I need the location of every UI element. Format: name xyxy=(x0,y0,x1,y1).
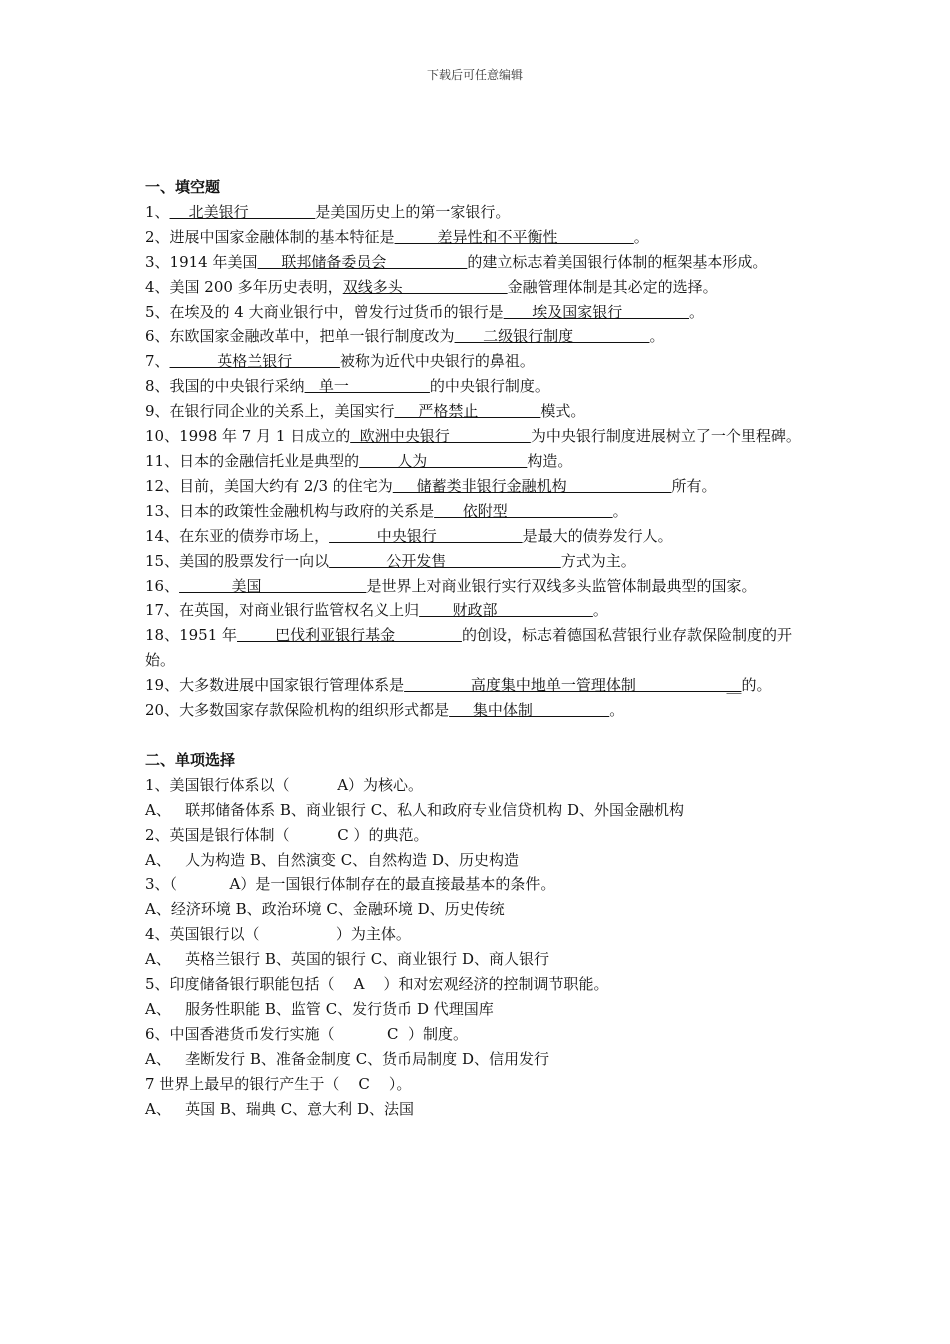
question-prefix: 16、 xyxy=(145,576,180,595)
answer-blank: 欧洲中央银行 xyxy=(350,427,531,446)
question-suffix: 。 xyxy=(609,701,625,720)
answer-blank: 北美银行 xyxy=(169,202,316,221)
choice-options: A、 服务性职能 B、监管 C、发行货币 D 代理国库 xyxy=(145,1000,494,1018)
question-suffix: 。 xyxy=(612,501,628,520)
choice-question: 7 世界上最早的银行产生于（ C ）。 xyxy=(145,1074,412,1093)
fill-in-question xyxy=(145,698,815,723)
question-suffix: 为中央银行制度进展树立了一个里程碑。 xyxy=(530,427,801,446)
question-prefix: 9、在银行同企业的关系上，美国实行 xyxy=(145,402,395,421)
answer-blank: 单一 xyxy=(304,377,430,396)
question-prefix: 10、1998 年 7 月 1 日成立的 xyxy=(145,427,351,446)
fill-in-question xyxy=(145,374,815,399)
question-prefix: 19、大多数进展中国家银行管理体系是 xyxy=(145,676,405,695)
question-prefix: 4、美国 200 多年历史表明， xyxy=(145,277,343,296)
question-suffix: 。 xyxy=(633,227,649,246)
choice-question: 2、英国是银行体制（ C ）的典范。 xyxy=(145,825,429,844)
fill-in-question xyxy=(145,474,815,499)
question-suffix: 方式为主。 xyxy=(560,551,636,570)
document-body xyxy=(145,175,815,1122)
single-choice-list xyxy=(145,773,815,1122)
question-prefix: 6、东欧国家金融改革中，把单一银行制度改为 xyxy=(145,327,455,346)
question-suffix: 的。 xyxy=(741,676,772,695)
question-suffix: 是世界上对商业银行实行双线多头监管体制最典型的国家。 xyxy=(366,576,757,595)
question-suffix: 构造。 xyxy=(527,451,573,470)
question-suffix: 是最大的债券发行人。 xyxy=(522,526,673,545)
question-prefix: 8、我国的中央银行采纳 xyxy=(145,377,305,396)
fill-in-question xyxy=(145,524,815,549)
section-heading-fill-in: 一、填空题 xyxy=(145,178,221,196)
answer-blank: 公开发售 xyxy=(329,551,561,570)
question-suffix: 。 xyxy=(689,302,705,321)
choice-question: 6、中国香港货币发行实施（ C ）制度。 xyxy=(145,1024,469,1043)
question-prefix: 11、日本的金融信托业是典型的 xyxy=(145,451,360,470)
fill-in-question xyxy=(145,225,815,250)
question-suffix: 的建立标志着美国银行体制的框架基本形成。 xyxy=(467,252,768,271)
question-prefix: 1、 xyxy=(145,202,170,221)
fill-in-question xyxy=(145,623,815,673)
question-prefix: 15、美国的股票发行一向以 xyxy=(145,551,330,570)
fill-in-question-list xyxy=(145,200,815,723)
question-suffix: 。 xyxy=(592,601,608,620)
answer-blank: 中央银行 xyxy=(329,526,523,545)
fill-in-question xyxy=(145,549,815,574)
question-prefix: 2、进展中国家金融体制的基本特征是 xyxy=(145,227,395,246)
answer-blank: 财政部 xyxy=(419,601,593,620)
question-suffix: 的创设，标志着德国私营银行业存款保险制度的开始。 xyxy=(145,626,792,670)
fill-in-question xyxy=(145,200,815,225)
question-prefix: 20、大多数国家存款保险机构的组织形式都是 xyxy=(145,701,450,720)
fill-in-question xyxy=(145,275,815,300)
choice-options: A、 垄断发行 B、准备金制度 C、货币局制度 D、信用发行 xyxy=(145,1049,549,1068)
section-spacer xyxy=(145,723,815,748)
fill-in-question xyxy=(145,399,815,424)
question-prefix: 3、1914 年美国 xyxy=(145,252,258,271)
choice-options: A、 英格兰银行 B、英国的银行 C、商业银行 D、商人银行 xyxy=(145,950,549,969)
question-prefix: 13、日本的政策性金融机构与政府的关系是 xyxy=(145,501,435,520)
question-prefix: 17、在英国，对商业银行监管权名义上归 xyxy=(145,601,420,620)
choice-options: A、 人为构造 B、自然演变 C、自然构造 D、历史构造 xyxy=(145,850,519,869)
choice-options: A、经济环境 B、政治环境 C、金融环境 D、历史传统 xyxy=(145,900,505,919)
fill-in-question xyxy=(145,499,815,524)
fill-in-question xyxy=(145,598,815,623)
question-suffix: 是美国历史上的第一家银行。 xyxy=(315,202,511,221)
answer-blank: 人为 xyxy=(359,451,528,470)
question-suffix: 的中央银行制度。 xyxy=(429,377,550,396)
question-suffix: 。 xyxy=(649,327,665,346)
fill-in-question xyxy=(145,250,815,275)
fill-in-question xyxy=(145,449,815,474)
answer-blank: 二级银行制度 xyxy=(454,327,650,346)
answer-blank: 美国 xyxy=(179,576,367,595)
fill-in-question xyxy=(145,349,815,374)
question-suffix: 被称为近代中央银行的鼻祖。 xyxy=(339,352,535,371)
answer-blank: 英格兰银行 xyxy=(169,352,340,371)
section-heading-single-choice: 二、单项选择 xyxy=(145,750,236,769)
question-prefix: 12、目前，美国大约有 2/3 的住宅为 xyxy=(145,476,393,495)
fill-in-question xyxy=(145,300,815,325)
question-suffix: 金融管理体制是其必定的选择。 xyxy=(507,277,718,296)
answer-blank: 集中体制 xyxy=(449,701,610,720)
answer-blank: 联邦储备委员会 xyxy=(257,252,468,271)
answer-blank: 差异性和不平衡性 xyxy=(394,227,634,246)
answer-blank: 储蓄类非银行金融机构 xyxy=(392,476,672,495)
choice-question: 3、（ A）是一国银行体制存在的最直接最基本的条件。 xyxy=(145,875,556,894)
choice-question: 1、美国银行体系以（ A）为核心。 xyxy=(145,775,424,794)
question-suffix: 所有。 xyxy=(671,476,717,495)
question-prefix: 5、在埃及的 4 大商业银行中，曾发行过货币的银行是 xyxy=(145,302,504,321)
question-prefix: 14、在东亚的债券市场上， xyxy=(145,526,330,545)
choice-options: A、 联邦储备体系 B、商业银行 C、私人和政府专业信贷机构 D、外国金融机构 xyxy=(145,800,684,819)
choice-question: 5、印度储备银行职能包括（ A ）和对宏观经济的控制调节职能。 xyxy=(145,975,609,994)
choice-question: 4、英国银行以（ ）为主体。 xyxy=(145,925,411,944)
question-prefix: 7、 xyxy=(145,352,170,371)
fill-in-question xyxy=(145,673,815,698)
fill-in-question xyxy=(145,424,815,449)
answer-blank: 依附型 xyxy=(434,501,613,520)
answer-blank: 严格禁止 xyxy=(394,402,541,421)
answer-blank: 埃及国家银行 xyxy=(503,302,690,321)
question-prefix: 18、1951 年 xyxy=(145,626,238,645)
fill-in-question xyxy=(145,324,815,349)
question-suffix: 模式。 xyxy=(540,402,586,421)
answer-blank: 双线多头 xyxy=(342,277,508,296)
answer-blank: 巴伐利亚银行基金 xyxy=(237,626,462,645)
choice-options: A、 英国 B、瑞典 C、意大利 D、法国 xyxy=(145,1099,414,1118)
page-header: 下载后可任意编辑 xyxy=(426,68,523,82)
fill-in-question xyxy=(145,574,815,599)
answer-blank: 高度集中地单一管理体制 __ xyxy=(404,676,742,695)
